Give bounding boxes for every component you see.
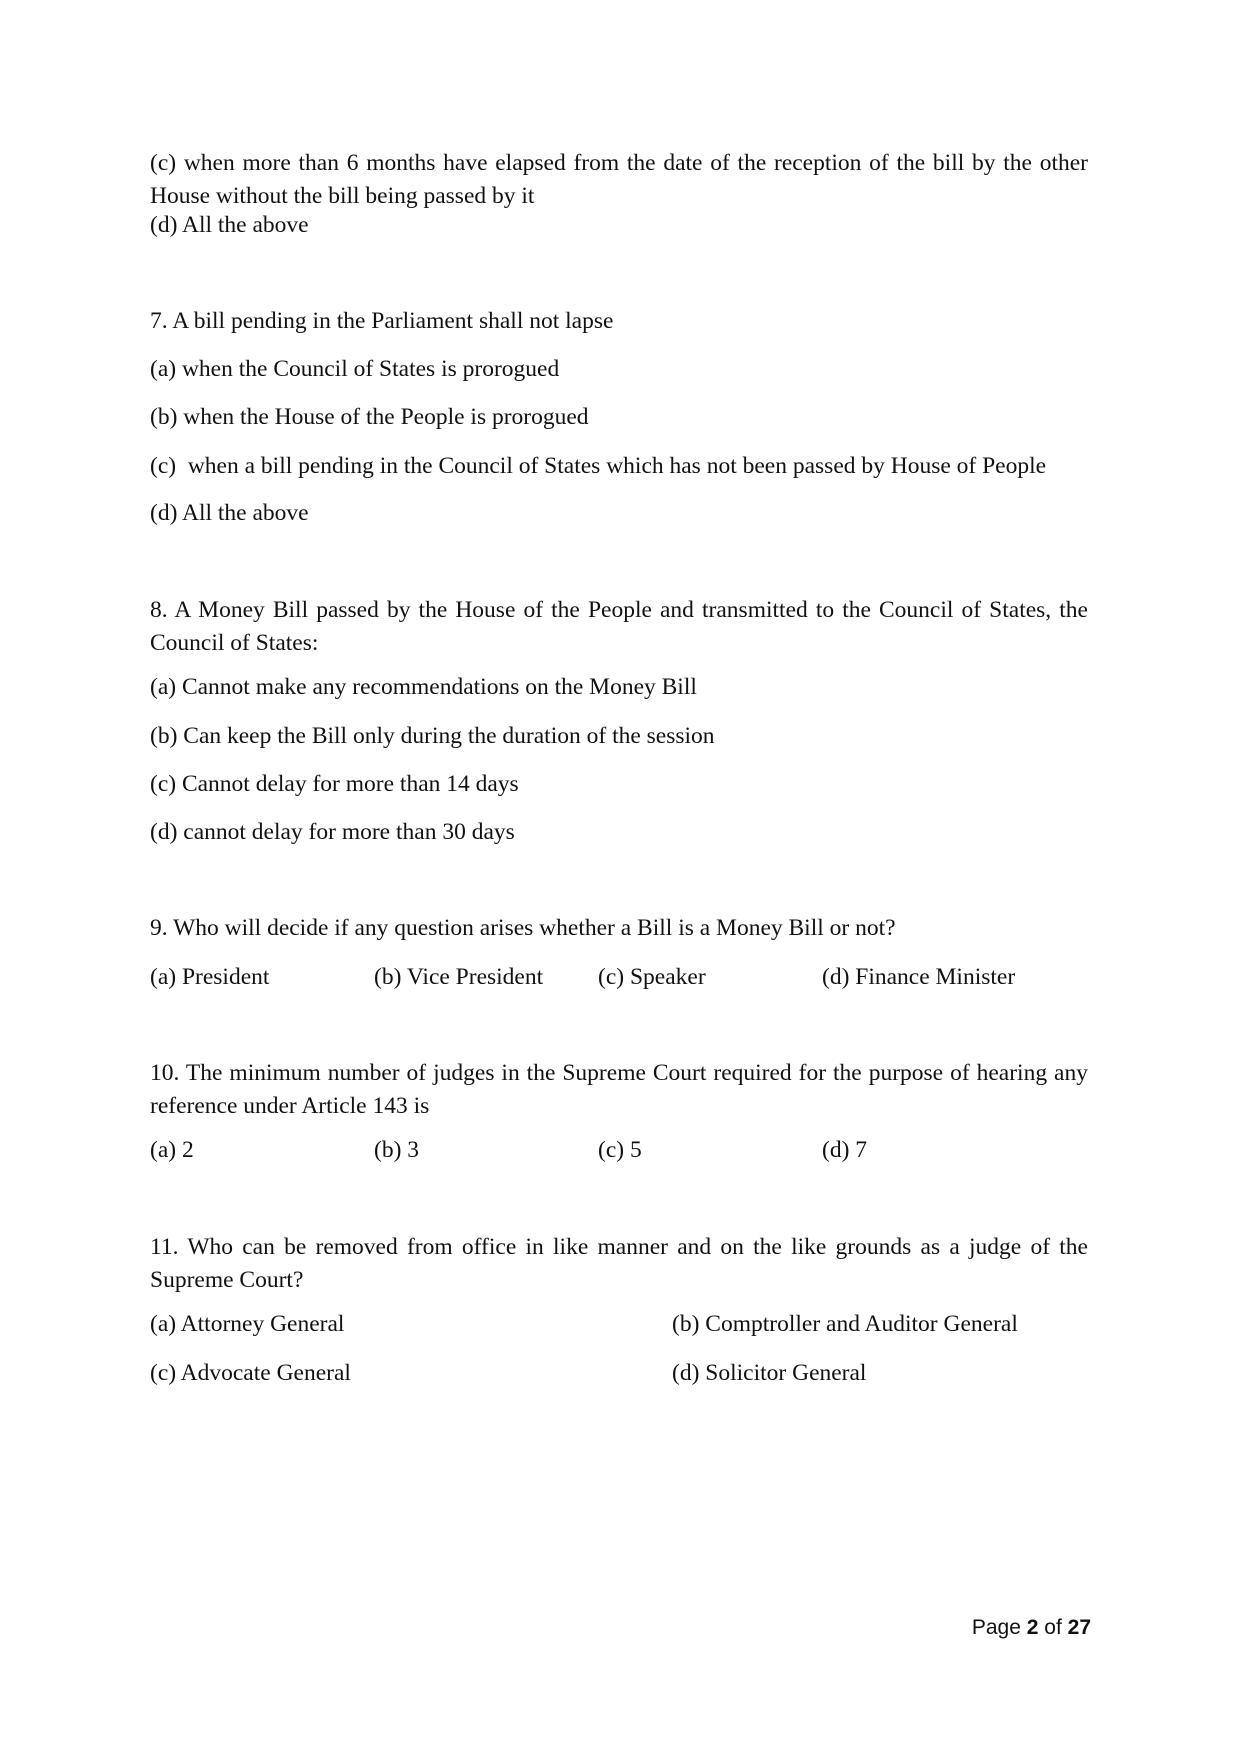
q9-option-c: (c) Speaker bbox=[598, 964, 706, 990]
current-page: 2 bbox=[1026, 1616, 1039, 1639]
q11-options-row-1 bbox=[150, 1308, 1088, 1341]
q9-stem: 9. Who will decide if any question arises whether a Bill is a Money Bill or not? bbox=[150, 915, 896, 941]
page-word: Page bbox=[971, 1616, 1021, 1639]
q8-option-a: (a) Cannot make any recommendations on the Money Bill bbox=[150, 674, 697, 700]
q11-option-a: (a) Attorney General bbox=[150, 1311, 345, 1337]
q9-option-b: (b) Vice President bbox=[374, 964, 544, 990]
q7-option-a: (a) when the Council of States is prorogued bbox=[150, 356, 560, 382]
of-word: of bbox=[1044, 1616, 1062, 1639]
page-number bbox=[972, 1614, 1091, 1642]
q10-options bbox=[150, 1134, 1088, 1167]
q10-option-a: (a) 2 bbox=[150, 1137, 194, 1163]
q8-option-c: (c) Cannot delay for more than 14 days bbox=[150, 771, 519, 797]
q10-option-d: (d) 7 bbox=[822, 1137, 868, 1163]
q6-option-c: (c) when more than 6 months have elapsed from the date of the reception of the bill by the other House without the bill being passed by it bbox=[150, 150, 1088, 209]
q7-option-d: (d) All the above bbox=[150, 500, 309, 526]
q9-options bbox=[150, 961, 1088, 994]
q10-option-b: (b) 3 bbox=[374, 1137, 420, 1163]
q8-option-d: (d) cannot delay for more than 30 days bbox=[150, 819, 515, 845]
q9-option-a: (a) President bbox=[150, 964, 270, 990]
q11-option-c: (c) Advocate General bbox=[150, 1360, 351, 1386]
q6-option-d: (d) All the above bbox=[150, 212, 309, 238]
q10-option-c: (c) 5 bbox=[598, 1137, 642, 1163]
q8-option-b: (b) Can keep the Bill only during the duration of the session bbox=[150, 723, 715, 749]
q11-option-d: (d) Solicitor General bbox=[672, 1360, 867, 1386]
q10-stem: 10. The minimum number of judges in the Supreme Court required for the purpose of hearing any reference under Article 143 is bbox=[150, 1060, 1088, 1119]
q11-options-row-2 bbox=[150, 1357, 1088, 1390]
q11-option-b: (b) Comptroller and Auditor General bbox=[672, 1311, 1018, 1337]
q9-option-d: (d) Finance Minister bbox=[822, 964, 1016, 990]
q7-option-b: (b) when the House of the People is prorogued bbox=[150, 404, 589, 430]
total-pages: 27 bbox=[1067, 1616, 1091, 1639]
q8-stem: 8. A Money Bill passed by the House of the People and transmitted to the Council of States, the Council of States: bbox=[150, 597, 1088, 656]
q7-stem: 7. A bill pending in the Parliament shall not lapse bbox=[150, 308, 614, 334]
q7-option-c: (c) when a bill pending in the Council of States which has not been passed by House of People bbox=[150, 453, 1047, 479]
q11-stem: 11. Who can be removed from office in like manner and on the like grounds as a judge of the Supreme Court? bbox=[150, 1234, 1088, 1293]
